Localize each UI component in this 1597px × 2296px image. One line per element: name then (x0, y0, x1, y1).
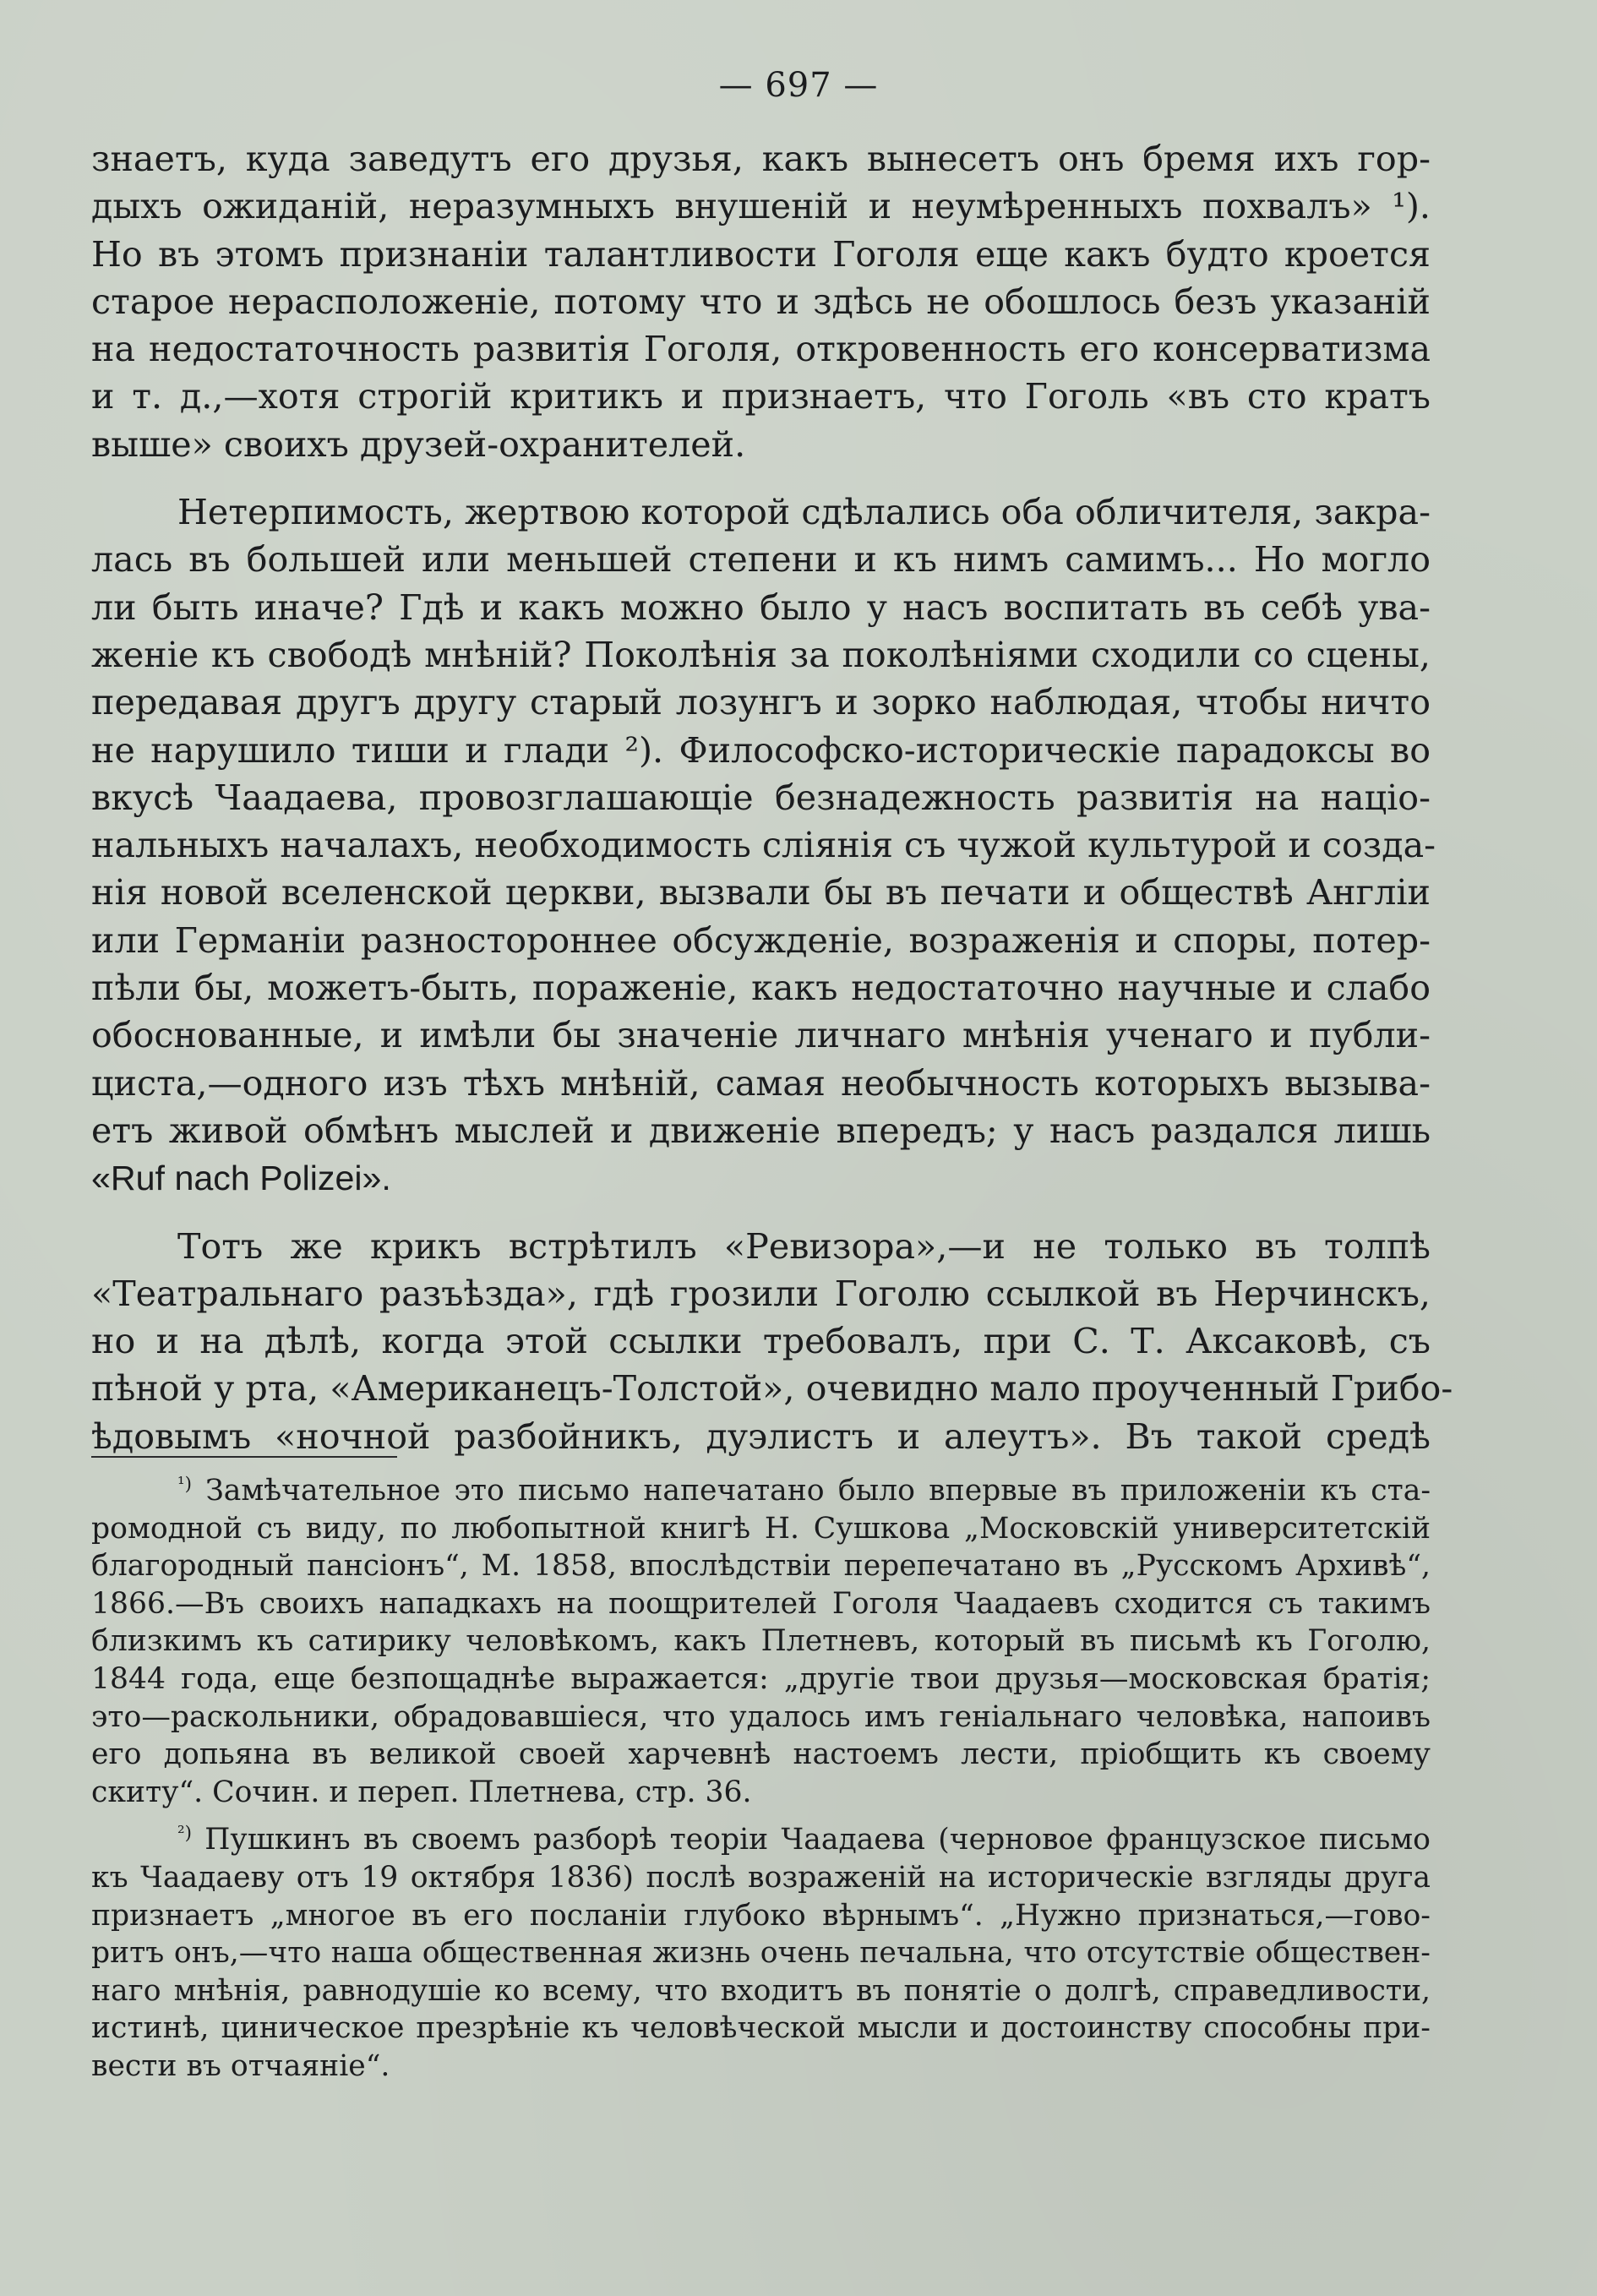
body-text (91, 135, 1453, 1460)
text-line: Но въ этомъ признаніи талантливости Гоголя еще какъ будто кроется (91, 233, 1431, 275)
footnote-line: это—раскольники, обрадовавшіеся, что удалось имъ геніальнаго человѣка, напоивъ (91, 1699, 1431, 1734)
footnote-line (91, 1472, 1431, 1510)
footnote-line: 1844 года, еще безпощаднѣе выражается: „другіе твои друзья—московская братія; (91, 1661, 1431, 1696)
paragraph-2 (91, 488, 1436, 1202)
text-line: вкусѣ Чаадаева, провозглашающіе безнадежность развитія на націо- (91, 777, 1431, 818)
text-line: передавая другъ другу старый лозунгъ и зорко наблюдая, чтобы ничто (91, 682, 1431, 723)
text-line: не нарушило тиши и глади ²). Философско-историческіе парадоксы во (91, 729, 1431, 771)
footnotes (91, 1472, 1431, 2086)
footnote-line (91, 1821, 1431, 1859)
text-line: дыхъ ожиданій, неразумныхъ внушеній и неумѣренныхъ похвалъ» ¹). (91, 186, 1431, 227)
text-line: на недостаточность развитія Гоголя, откровенность его консерватизма (91, 329, 1431, 370)
footnote-marker: ¹) (177, 1474, 192, 1496)
text-line: етъ живой обмѣнъ мыслей и движеніе впередъ; у насъ раздался лишь (91, 1110, 1431, 1151)
footnote-line: вести въ отчаяніе“. (91, 2048, 390, 2083)
text-line: «Театральнаго разъѣзда», гдѣ грозили Гоголю ссылкой въ Нерчинскъ, (91, 1273, 1431, 1314)
text-line: и т. д.,—хотя строгій критикъ и признаетъ, что Гоголь «въ сто кратъ (91, 376, 1431, 417)
text-line: выше» своихъ друзей-охранителей. (91, 423, 746, 465)
text-line: или Германіи разностороннее обсужденіе, возраженія и споры, потер- (91, 919, 1431, 961)
footnote-divider (91, 1456, 397, 1458)
footnote-line: ромодной съ виду, по любопытной книгѣ Н. Сушкова „Московскій университетскій (91, 1511, 1431, 1546)
text-line: знаетъ, куда заведутъ его друзья, какъ вынесетъ онъ бремя ихъ гор- (91, 139, 1431, 179)
footnote-line: близкимъ къ сатирику человѣкомъ, какъ Плетневъ, который въ письмѣ къ Гоголю, (91, 1624, 1431, 1659)
footnote-line: истинѣ, циническое презрѣніе къ человѣческой мысли и достоинству способны при- (91, 2011, 1431, 2046)
text-line: Тотъ же крикъ встрѣтилъ «Ревизора»,—и не только въ толпѣ (177, 1225, 1431, 1267)
page-number: — 697 — (718, 66, 879, 105)
footnote-line: ритъ онъ,—что наша общественная жизнь очень печальна, что отсутствіе обществен- (91, 1936, 1431, 1971)
footnote-line: благородный пансіонъ“, М. 1858, впослѣдствіи перепечатано въ „Русскомъ Архивѣ“, (91, 1549, 1431, 1584)
footnote-line: наго мнѣнія, равнодушіе ко всему, что входитъ въ понятіе о долгѣ, справедливости, (91, 1973, 1431, 2008)
footnote-line: 1866.—Въ своихъ нападкахъ на поощрителей Гоголя Чаадаевъ сходится съ такимъ (91, 1586, 1431, 1621)
footnote-marker: ²) (177, 1823, 192, 1845)
text-line: нія новой вселенской церкви, вызвали бы въ печати и обществѣ Англіи (91, 872, 1431, 913)
paragraph-3 (91, 1223, 1453, 1460)
footnote-line: его допьяна въ великой своей харчевнѣ настоемъ лести, пріобщить къ своему (91, 1737, 1431, 1772)
text-line: нальныхъ началахъ, необходимость сліянія съ чужой культурой и созда- (91, 825, 1436, 866)
footnote-line: скиту“. Сочин. и переп. Плетнева, стр. 36. (91, 1775, 752, 1809)
footnote-1 (91, 1472, 1431, 1811)
footnote-line: признаетъ „многое въ его посланіи глубоко вѣрнымъ“. „Нужно признаться,—гово- (91, 1898, 1431, 1933)
footnote-2 (91, 1821, 1431, 2085)
text-line: «Ruf nach Polizei». (91, 1159, 391, 1198)
text-line: обоснованные, и имѣли бы значеніе личнаго мнѣнія ученаго и публи- (91, 1015, 1431, 1056)
footnote-text: Замѣчательное это письмо напечатано было впервые въ приложеніи къ ста- (205, 1474, 1431, 1508)
text-line: старое нерасположеніе, потому что и здѣсь не обошлось безъ указаній (91, 281, 1431, 322)
footnote-line: къ Чаадаеву отъ 19 октября 1836) послѣ возраженій на историческіе взгляды друга (91, 1860, 1431, 1895)
text-line: женіе къ свободѣ мнѣній? Поколѣнія за поколѣніями сходили со сцены, (91, 634, 1431, 675)
footnote-text: Пушкинъ въ своемъ разборѣ теоріи Чаадаева (черновое французское письмо (204, 1823, 1431, 1857)
text-line: ли быть иначе? Гдѣ и какъ можно было у насъ воспитать въ себѣ ува- (91, 586, 1431, 628)
text-line: пѣной у рта, «Американецъ-Толстой», очевидно мало проученный Грибо- (91, 1368, 1453, 1410)
paragraph-1 (91, 135, 1431, 468)
text-line: пѣли бы, можетъ-быть, пораженіе, какъ недостаточно научные и слабо (91, 968, 1431, 1009)
text-line: но и на дѣлѣ, когда этой ссылки требовалъ, при С. Т. Аксаковѣ, съ (91, 1321, 1431, 1362)
text-line: ѣдовымъ «ночной разбойникъ, дуэлистъ и алеутъ». Въ такой средѣ (91, 1415, 1431, 1457)
text-line: Нетерпимость, жертвою которой сдѣлались оба обличителя, закра- (177, 492, 1431, 533)
text-line: циста,—одного изъ тѣхъ мнѣній, самая необычность которыхъ вызыва- (91, 1062, 1431, 1104)
text-line: лась въ большей или меньшей степени и къ нимъ самимъ... Но могло (91, 539, 1431, 581)
